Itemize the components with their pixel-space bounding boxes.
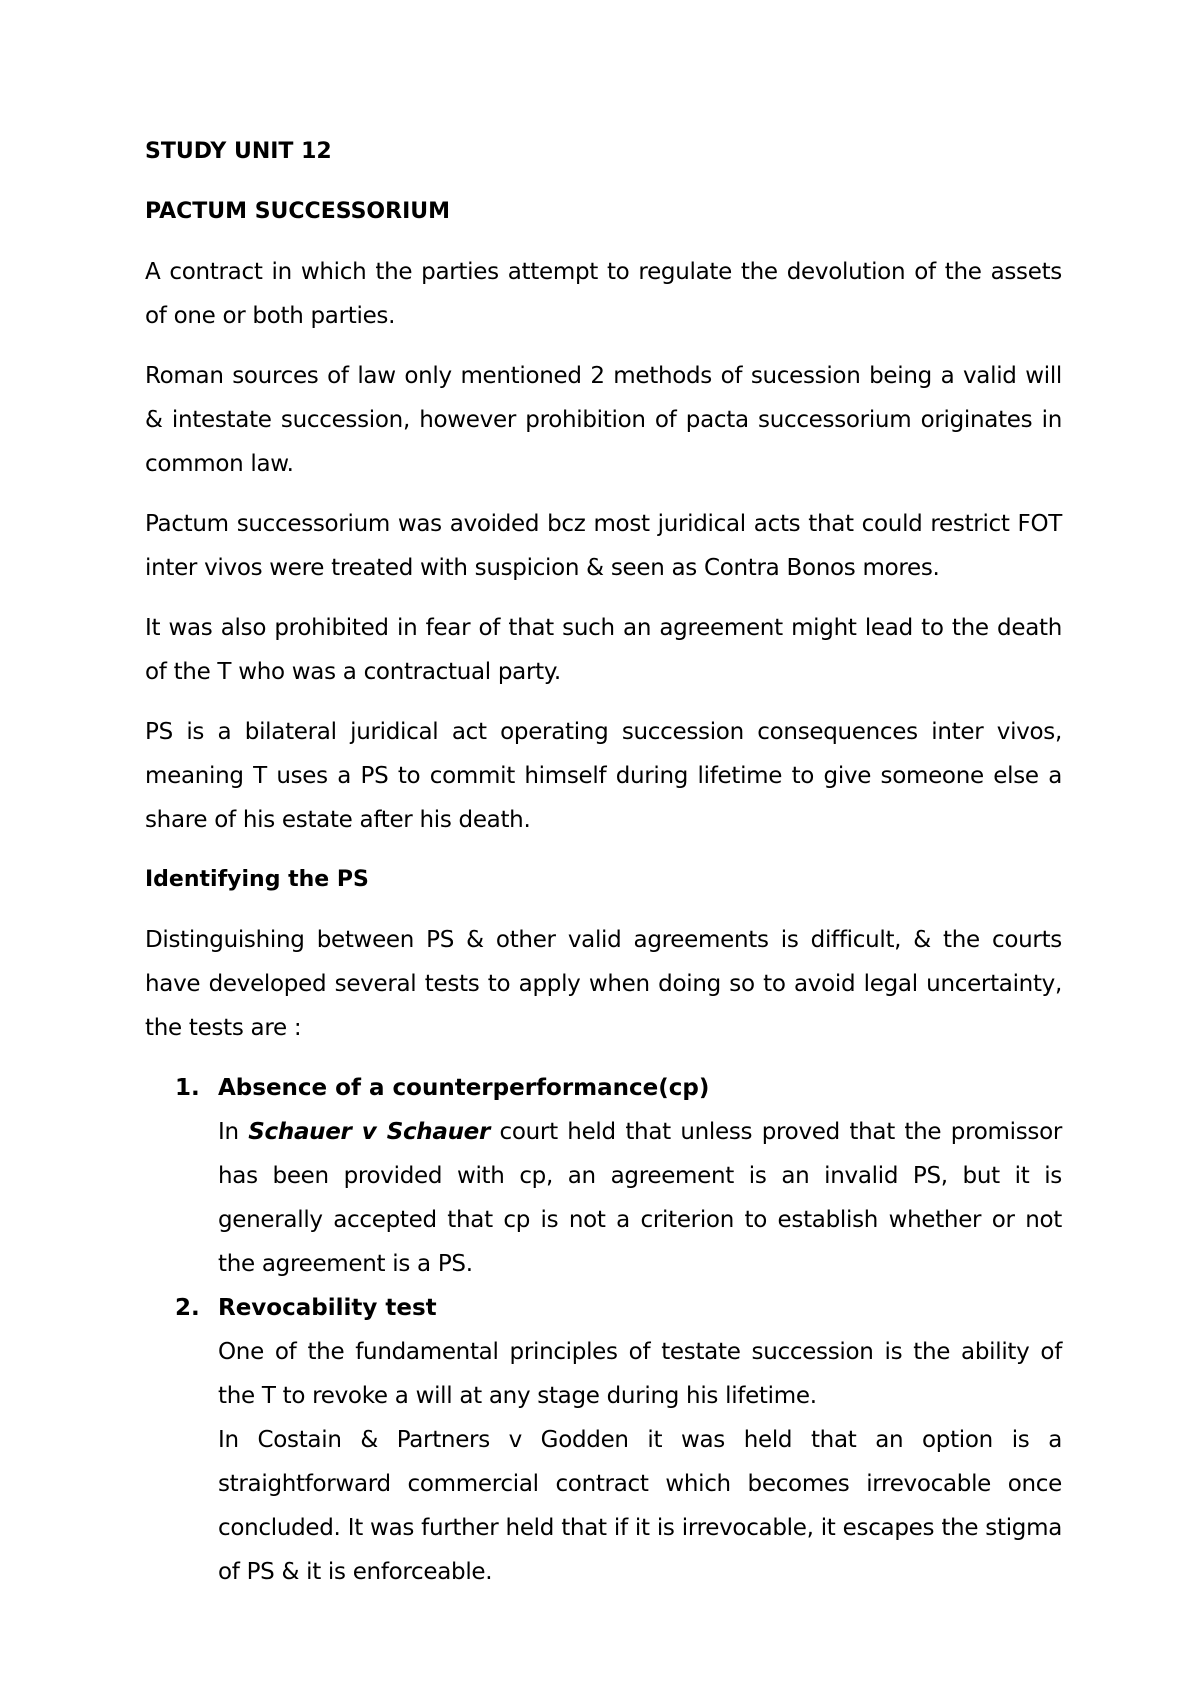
body-prefix: In bbox=[218, 1119, 249, 1145]
list-item-title: Revocability test bbox=[218, 1295, 437, 1321]
list-item-body: One of the fundamental principles of testate succession is the ability of the T to revoke a will at any stage during his lifetime. bbox=[218, 1339, 1062, 1409]
list-item-number: 2. bbox=[175, 1295, 200, 1321]
body-suffix: court held that unless proved that the promissor has been provided with cp, an agreement is an invalid PS, but it is generally accepted that cp is not a criterion to establish whether or not the agreement is a PS. bbox=[218, 1119, 1062, 1277]
topic-title: PACTUM SUCCESSORIUM bbox=[145, 199, 451, 224]
list-item-title: Absence of a counterperformance(cp) bbox=[218, 1075, 710, 1101]
document-page bbox=[145, 130, 1062, 1594]
paragraph-definition: A contract in which the parties attempt to regulate the devolution of the assets of one or both parties. bbox=[145, 259, 1062, 329]
unit-title: STUDY UNIT 12 bbox=[145, 139, 332, 164]
list-item-body bbox=[218, 1110, 1062, 1286]
case-name: Schauer v Schauer bbox=[248, 1119, 491, 1145]
list-item bbox=[145, 1286, 1062, 1594]
list-item-number: 1. bbox=[175, 1075, 200, 1101]
paragraph-bilateral: PS is a bilateral juridical act operating succession consequences inter vivos, meaning T uses a PS to commit himself during lifetime to give someone else a share of his estate after his death. bbox=[145, 719, 1062, 833]
paragraph-prohibited: It was also prohibited in fear of that such an agreement might lead to the death of the T who was a contractual party. bbox=[145, 615, 1062, 685]
paragraph-roman-sources: Roman sources of law only mentioned 2 methods of sucession being a valid will & intestate succession, however prohibition of pacta successorium originates in common law. bbox=[145, 363, 1062, 477]
tests-list bbox=[145, 1066, 1062, 1594]
paragraph-avoided: Pactum successorium was avoided bcz most juridical acts that could restrict FOT inter vivos were treated with suspicion & seen as Contra Bonos mores. bbox=[145, 511, 1062, 581]
list-item-body: In Costain & Partners v Godden it was held that an option is a straightforward commercial contract which becomes irrevocable once concluded. It was further held that if it is irrevocable, it escapes the stigma of PS & it is enforceable. bbox=[218, 1427, 1062, 1585]
list-item bbox=[145, 1066, 1062, 1286]
section-heading: Identifying the PS bbox=[145, 867, 369, 892]
section-intro: Distinguishing between PS & other valid agreements is difficult, & the courts have developed several tests to apply when doing so to avoid legal uncertainty, the tests are : bbox=[145, 927, 1062, 1041]
